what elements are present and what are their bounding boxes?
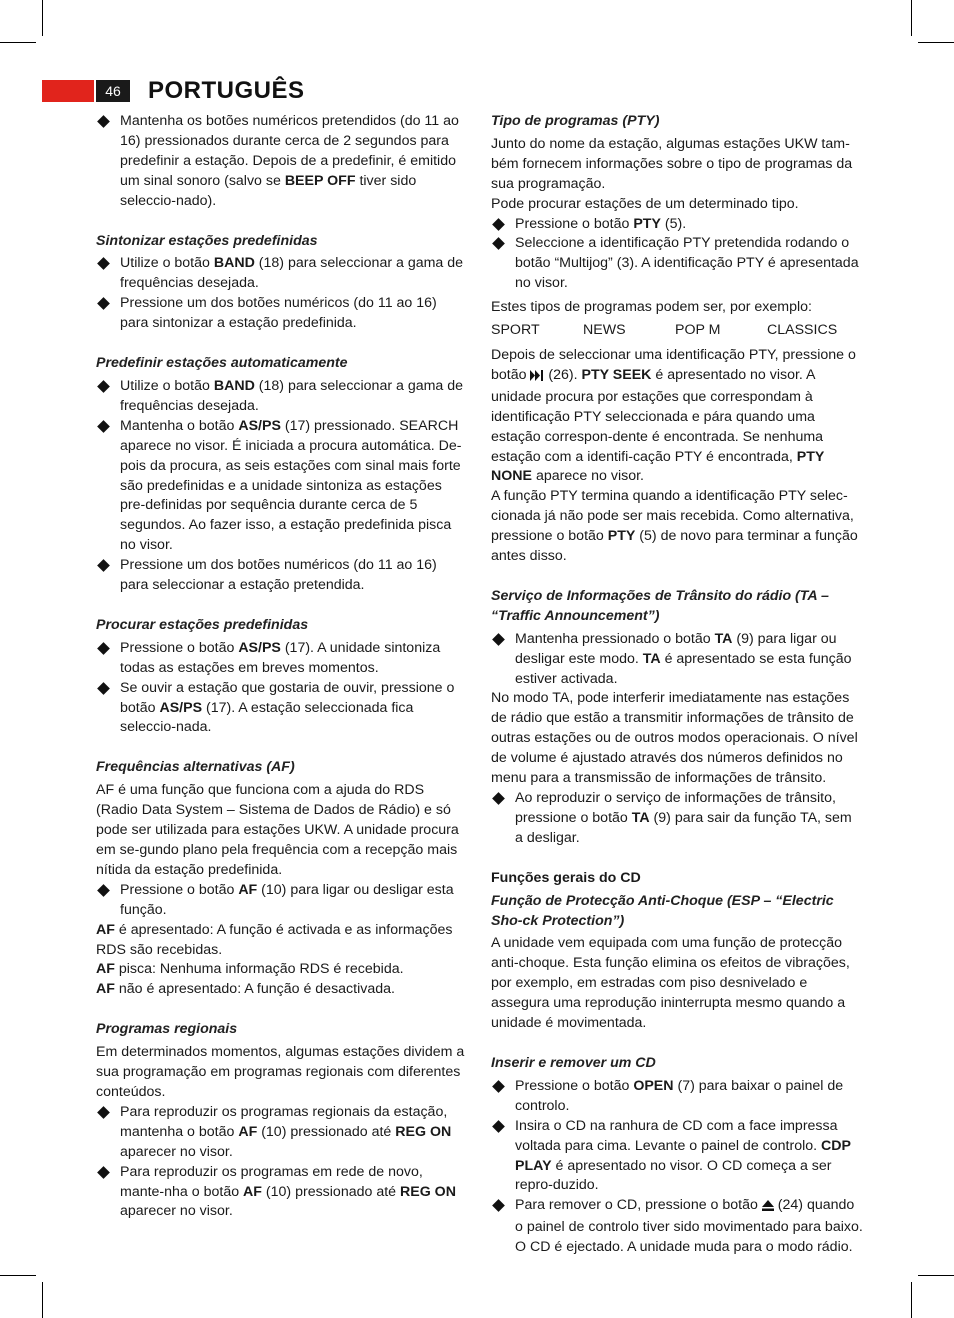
right-column: [491, 112, 863, 1258]
crop-mark: [911, 1282, 912, 1318]
list-item: Para remover o CD, pressione o botão (24) quando o painel de controlo tiver sido movimentado para baixo. O CD é ejectado. A unidade muda para o modo rádio.: [491, 1196, 863, 1258]
program-type: POP M: [675, 322, 721, 339]
list-item: Utilize o botão BAND (18) para seleccionar a gama de frequências desejada.: [96, 254, 468, 294]
program-type: SPORT: [491, 322, 540, 339]
section-heading: Frequências alternativas (AF): [96, 759, 295, 776]
section-heading: Função de Protecção Anti-Choque (ESP – “Electric Sho-ck Protection”): [491, 892, 834, 929]
section-heading: Serviço de Informações de Trânsito do rádio (TA – “Traffic Announcement”): [491, 587, 829, 624]
list-item: Pressione o botão AS/PS (17). A unidade sintoniza todas as estações em breves momentos.: [96, 639, 468, 679]
left-column: [96, 112, 468, 1222]
crop-mark: [911, 0, 912, 36]
list-item: Se ouvir a estação que gostaria de ouvir, pressione o botão AS/PS (17). A estação seleccionada fica seleccio-nada.: [96, 679, 468, 739]
paragraph: No modo TA, pode interferir imediatamente nas estações de rádio que estão a transmitir informações de trânsito de outras estações ou de outros modos operacionais. O nível de volume é ajustado através dos números definidos no menu para a transmissão de informações de trânsito.: [491, 690, 858, 787]
page-number: 46: [96, 80, 130, 102]
paragraph: AF é uma função que funciona com a ajuda do RDS (Radio Data System – Sistema de Dados de Rádio) e só pode ser utilizada para estações UKW. A unidade procura em se-gundo plano pela frequência com a recepção mais nítida da estação predefinida.: [96, 782, 459, 878]
section-heading: Programas regionais: [96, 1021, 238, 1038]
paragraph: Junto do nome da estação, algumas estações UKW tam-bém fornecem informações sobre o tipo de programas da sua programação.: [491, 135, 853, 192]
list-item: Utilize o botão BAND (18) para seleccionar a gama de frequências desejada.: [96, 377, 468, 417]
section-heading: Inserir e remover um CD: [491, 1054, 656, 1071]
skip-forward-icon: [530, 368, 544, 388]
program-types: [491, 321, 863, 341]
section-heading: Predefinir estações automaticamente: [96, 355, 348, 372]
list-item: Mantenha o botão AS/PS (17) pressionado. SEARCH aparece no visor. É iniciada a procura automática. De-pois da procura, as seis estações com sinal mais forte são predefinidas e a unidade sintoniza as estações pre-definidas por sequência durante cerca de 5 segundos. Ao fazer isso, a estação predefinida pisca no visor.: [96, 417, 468, 556]
crop-mark: [42, 0, 43, 36]
section-heading: Tipo de programas (PTY): [491, 113, 660, 129]
paragraph: AF é apresentado: A função é activada e as informações RDS são recebidas.: [96, 921, 453, 958]
list-item: Pressione o botão PTY (5).: [491, 215, 863, 235]
list-item: Pressione um dos botões numéricos (do 11 ao 16) para sintonizar a estação predefinida.: [96, 294, 468, 334]
program-type: NEWS: [583, 322, 626, 339]
paragraph: Depois de seleccionar uma identificação PTY, pressione o botão (26). PTY SEEK é apresentado no visor. A unidade procura por estações que correspondam à identificação PTY seleccionada e pára quando uma estação correspon-dente é encontrada. Se nenhuma estação com a identifi-cação PTY é encontrada, PTY NONE aparece no visor.: [491, 346, 856, 485]
crop-mark: [918, 42, 954, 43]
paragraph: A unidade vem equipada com uma função de protecção anti-choque. Esta função elimina os efeitos de vibrações, por exemplo, em estradas com piso desnivelado e assegura uma reprodução ininterrupta mesmo quando a unidade é movimentada.: [491, 935, 850, 1032]
list-item: Mantenha os botões numéricos pretendidos (do 11 ao 16) pressionados durante cerca de 2 segundos para predefinir a estação. Depois de a predefinir, é emitido um sinal sonoro (salvo se BEEP OFF tiver sido seleccio-nado).: [96, 112, 468, 212]
section-heading: Sintonizar estações predefinidas: [96, 232, 318, 249]
list-item: Pressione o botão OPEN (7) para baixar o painel de controlo.: [491, 1077, 863, 1117]
program-type: CLASSICS: [767, 322, 838, 339]
crop-mark: [918, 1275, 954, 1276]
header-accent-bar: [42, 80, 94, 102]
crop-mark: [42, 1282, 43, 1318]
list-item: Insira o CD na ranhura de CD com a face impressa voltada para cima. Levante o painel de controlo. CDP PLAY é apresentado no visor. O CD começa a ser repro-duzido.: [491, 1117, 863, 1197]
list-item: Mantenha pressionado o botão TA (9) para ligar ou desligar este modo. TA é apresentado se esta função estiver activada.: [491, 630, 863, 690]
paragraph: AF pisca: Nenhuma informação RDS é recebida.: [96, 961, 404, 978]
list-item: Para reproduzir os programas regionais da estação, mantenha o botão AF (10) pressionado até REG ON aparecer no visor.: [96, 1103, 468, 1163]
page-title: PORTUGUÊS: [148, 77, 305, 104]
list-item: Pressione o botão AF (10) para ligar ou desligar esta função.: [96, 881, 468, 921]
eject-icon: [762, 1198, 774, 1218]
crop-mark: [0, 42, 36, 43]
paragraph: Estes tipos de programas podem ser, por exemplo:: [491, 299, 812, 316]
paragraph: Pode procurar estações de um determinado tipo.: [491, 195, 799, 212]
list-item: Seleccione a identificação PTY pretendida rodando o botão “Multijog” (3). A identificação PTY é apresentada no visor.: [491, 234, 863, 294]
paragraph: A função PTY termina quando a identificação PTY selec-cionada já não pode ser mais recebida. Como alternativa, pressione o botão PTY (5) de novo para terminar a função antes disso.: [491, 488, 858, 565]
section-heading: Procurar estações predefinidas: [96, 616, 309, 633]
list-item: Ao reproduzir o serviço de informações de trânsito, pressione o botão TA (9) para sair da função TA, sem a desligar.: [491, 789, 863, 849]
paragraph: AF não é apresentado: A função é desactivada.: [96, 981, 395, 998]
paragraph: Em determinados momentos, algumas estações dividem a sua programação em programas regionais com diferentes conteúdos.: [96, 1044, 465, 1100]
list-item: Para reproduzir os programas em rede de novo, mante-nha o botão AF (10) pressionado até REG ON aparecer no visor.: [96, 1163, 468, 1223]
list-item: Pressione um dos botões numéricos (do 11 ao 16) para seleccionar a estação pretendida.: [96, 556, 468, 596]
crop-mark: [0, 1275, 36, 1276]
section-heading: Funções gerais do CD: [491, 869, 641, 886]
